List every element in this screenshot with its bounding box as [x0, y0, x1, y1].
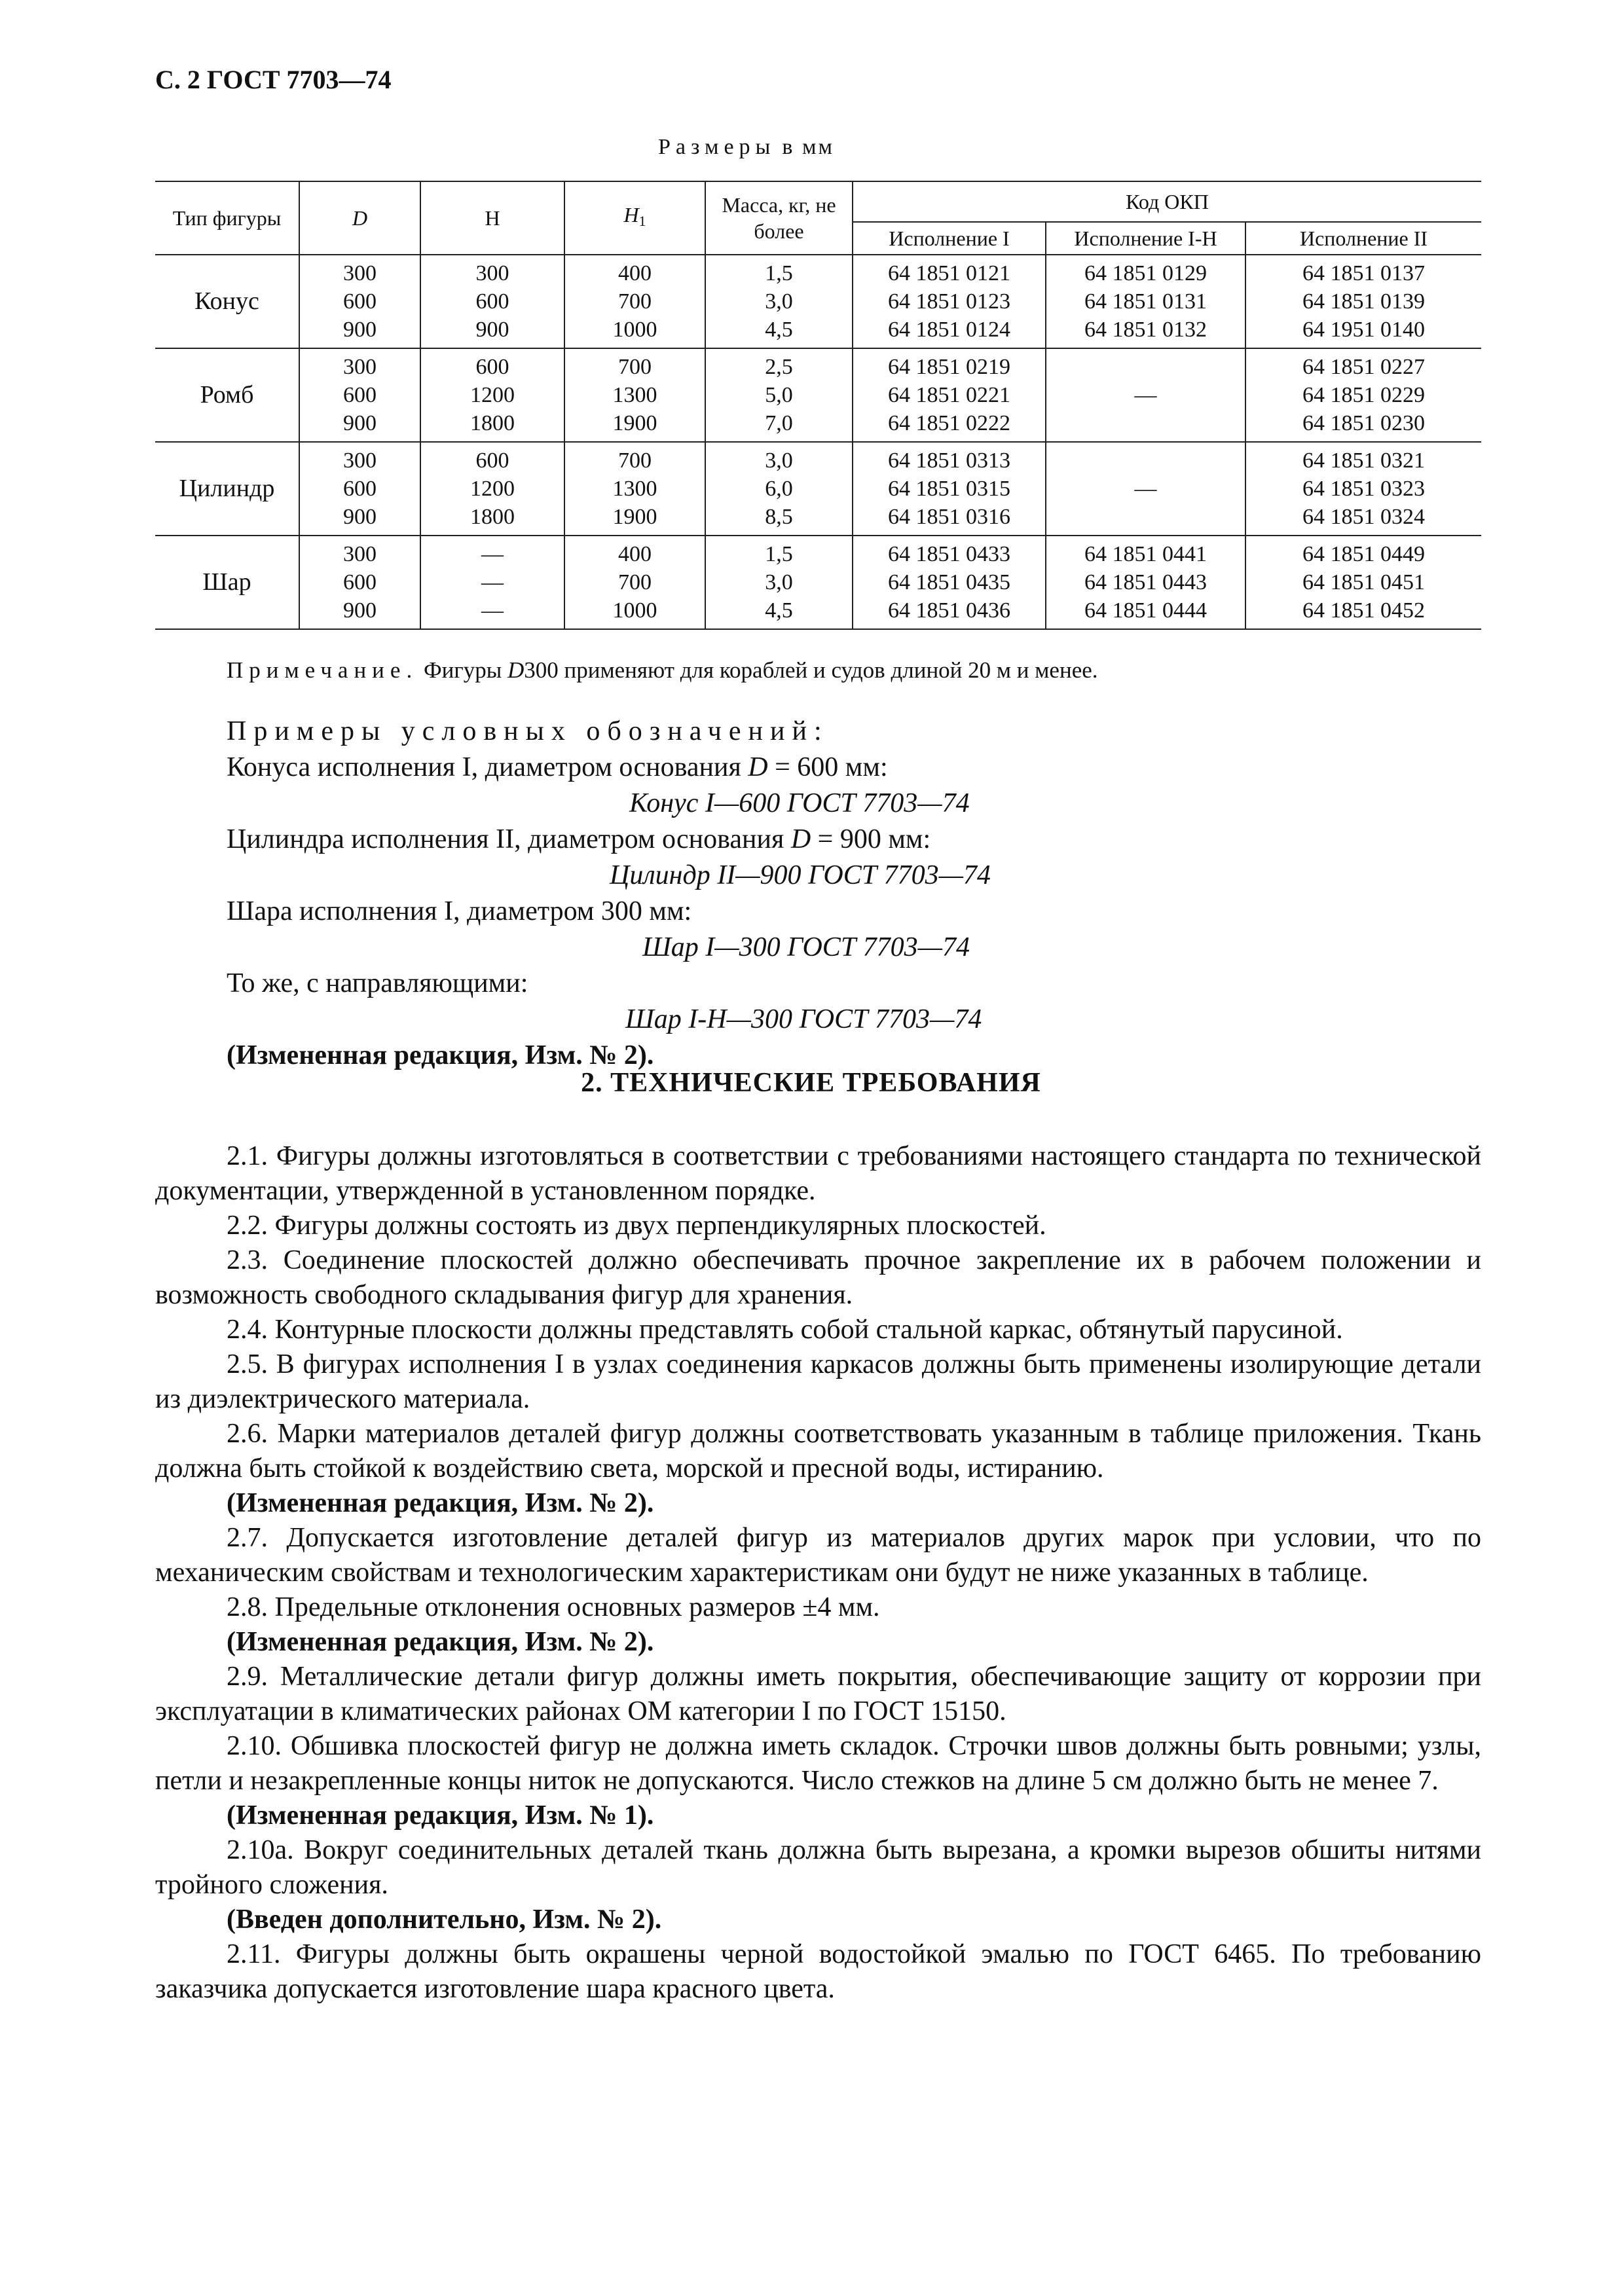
cell-value: 600 [343, 570, 377, 594]
cell-value: 600 [343, 383, 377, 407]
cell-value: 64 1851 0315 [888, 477, 1010, 501]
cell-v1 [853, 536, 1046, 629]
cell-value: 3,0 [765, 289, 793, 314]
table-row [155, 255, 1481, 348]
cell-value: 1200 [470, 477, 515, 501]
cell-value: — [1134, 477, 1157, 501]
cell-value: 64 1851 0131 [1084, 289, 1207, 314]
cell-value: 600 [475, 289, 509, 314]
cell-value: 700 [618, 570, 652, 594]
example-line-1 [227, 750, 1340, 786]
cell-value: 64 1851 0123 [888, 289, 1010, 314]
table-units-caption [658, 135, 834, 160]
amendment-note: (Измененная редакция, Изм. № 2). [227, 1627, 654, 1657]
examples-heading: Примеры условных обозначений: [227, 716, 829, 746]
cell-value: 8,5 [765, 505, 793, 529]
example-line-1-a: Конуса исполнения I, диаметром основания [227, 752, 748, 782]
cell-v1 [853, 255, 1046, 348]
cell-v1 [853, 348, 1046, 442]
cell-value: 700 [618, 289, 652, 314]
cell-value: 2,5 [765, 355, 793, 379]
cell-value: 64 1851 0139 [1302, 289, 1426, 314]
cell-value: 1900 [612, 411, 657, 435]
requirement-paragraph: 2.1. Фигуры должны изготовляться в соответствии с требованиями настоящего стандарта по технической документации, утвержденной в установленном порядке. [155, 1141, 1481, 1206]
cell-value: 64 1851 0227 [1302, 355, 1426, 379]
cell-d [299, 255, 420, 348]
cell-value: 400 [618, 542, 652, 566]
cell-value: 400 [618, 261, 652, 285]
requirement-paragraph: 2.6. Марки материалов деталей фигур должны соответствовать указанным в таблице приложения. Ткань должна быть стойкой к воздействию света, морской и пресной воды, истиранию. [155, 1419, 1481, 1484]
cell-h [420, 348, 564, 442]
cell-value: 1300 [612, 383, 657, 407]
table-row [155, 348, 1481, 442]
cell-value: 3,0 [765, 570, 793, 594]
example-designation-2: Цилиндр II—900 ГОСТ 7703—74 [610, 860, 991, 890]
requirement-paragraph: 2.3. Соединение плоскостей должно обеспечивать прочное закрепление их в рабочем положении и возможность свободного складывания фигур для хранения. [155, 1245, 1481, 1310]
examples-block [227, 714, 1340, 1074]
cell-value: 1200 [470, 383, 515, 407]
cell-v1n [1046, 255, 1245, 348]
cell-d [299, 536, 420, 629]
requirement-paragraph: 2.7. Допускается изготовление деталей фигур из материалов других марок при условии, что по механическим свойствам и технологическим характеристикам они будут не ниже указанных в таблице. [155, 1523, 1481, 1588]
cell-v2 [1245, 348, 1481, 442]
cell-value: 5,0 [765, 383, 793, 407]
cell-type: Ромб [155, 348, 299, 442]
cell-value: 64 1851 0313 [888, 448, 1010, 473]
cell-value: 64 1851 0121 [888, 261, 1010, 285]
cell-value: 64 1851 0229 [1302, 383, 1426, 407]
cell-value: 64 1851 0129 [1084, 261, 1207, 285]
cell-value: 64 1851 0323 [1302, 477, 1426, 501]
header-d: D [299, 181, 420, 255]
cell-value: 700 [618, 355, 652, 379]
header-type: Тип фигуры [155, 181, 299, 255]
example-designation-4: Шар I-Н—300 ГОСТ 7703—74 [625, 1004, 982, 1034]
cell-value: 64 1851 0449 [1302, 542, 1426, 566]
cell-mass [705, 536, 853, 629]
cell-value: 300 [343, 355, 377, 379]
cell-value: 900 [343, 598, 377, 623]
cell-value: 300 [343, 261, 377, 285]
header-version-1n: Исполнение I-Н [1046, 222, 1245, 255]
example-line-7: То же, с направляющими: [227, 968, 528, 998]
requirement-paragraph: 2.9. Металлические детали фигур должны иметь покрытия, обеспечивающие защиту от коррозии при эксплуатации в климатических районах ОМ категории I по ГОСТ 15150. [155, 1662, 1481, 1726]
cell-value: 64 1851 0441 [1084, 542, 1207, 566]
cell-value: 64 1851 0316 [888, 505, 1010, 529]
cell-v2 [1245, 442, 1481, 536]
cell-value: 1000 [612, 598, 657, 623]
units-label: Размеры [658, 135, 776, 159]
cell-value: 64 1951 0140 [1302, 318, 1426, 342]
cell-mass [705, 442, 853, 536]
example-amendment: (Измененная редакция, Изм. № 2). [227, 1040, 654, 1070]
cell-v1 [853, 442, 1046, 536]
cell-value: 300 [343, 448, 377, 473]
cell-value: 300 [343, 542, 377, 566]
dimensions-table [155, 181, 1481, 630]
example-line-3-a: Цилиндра исполнения II, диаметром основания [227, 824, 791, 854]
example-line-3-d: D [790, 824, 811, 854]
cell-value: 64 1851 0321 [1302, 448, 1426, 473]
cell-v1n [1046, 442, 1245, 536]
requirement-paragraph: 2.10. Обшивка плоскостей фигур не должна иметь складок. Строчки швов должны быть ровными; узлы, петли и незакрепленные концы ниток не допускаются. Число стежков на длине 5 см должно быть не менее 7. [155, 1731, 1481, 1796]
example-designation-3: Шар I—300 ГОСТ 7703—74 [642, 932, 970, 962]
cell-value: 7,0 [765, 411, 793, 435]
amendment-note: (Измененная редакция, Изм. № 2). [227, 1488, 654, 1518]
requirements-text [155, 1139, 1481, 2007]
cell-value [1046, 503, 1245, 531]
cell-value: 64 1851 0444 [1084, 598, 1207, 623]
cell-value: 64 1851 0221 [888, 383, 1010, 407]
table-row [155, 442, 1481, 536]
cell-value: 64 1851 0324 [1302, 505, 1426, 529]
cell-type: Цилиндр [155, 442, 299, 536]
cell-h1 [564, 536, 705, 629]
cell-value: 64 1851 0124 [888, 318, 1010, 342]
requirement-paragraph: 2.5. В фигурах исполнения I в узлах соединения каркасов должны быть применены изолирующие детали из диэлектрического материала. [155, 1349, 1481, 1414]
cell-value: 4,5 [765, 318, 793, 342]
cell-value: — [481, 570, 504, 594]
cell-value: 3,0 [765, 448, 793, 473]
cell-value: 64 1851 0435 [888, 570, 1010, 594]
table-note [227, 657, 1098, 683]
requirement-paragraph: 2.10а. Вокруг соединительных деталей ткань должна быть вырезана, а кромки вырезов обшиты нитями тройного сложения. [155, 1835, 1481, 1900]
page-header: С. 2 ГОСТ 7703—74 [155, 65, 392, 94]
example-line-1-b: = 600 мм: [767, 752, 888, 782]
header-h1-sub: 1 [638, 213, 646, 229]
cell-value: — [1134, 383, 1157, 407]
units-value: в мм [782, 135, 834, 159]
header-mass: Масса, кг, не более [705, 181, 853, 255]
cell-d [299, 442, 420, 536]
cell-value: 1,5 [765, 261, 793, 285]
requirement-paragraph: 2.11. Фигуры должны быть окрашены черной водостойкой эмалью по ГОСТ 6465. По требованию заказчика допускается изготовление шара красного цвета. [155, 1939, 1481, 2004]
cell-h1 [564, 442, 705, 536]
cell-value: 600 [475, 448, 509, 473]
cell-value: 900 [343, 411, 377, 435]
cell-v1n [1046, 536, 1245, 629]
cell-value: 300 [475, 261, 509, 285]
example-designation-1: Конус I—600 ГОСТ 7703—74 [629, 788, 970, 818]
cell-value: 64 1851 0132 [1084, 318, 1207, 342]
note-label: Примечание. [227, 657, 418, 683]
cell-value: 64 1851 0230 [1302, 411, 1426, 435]
example-line-3 [227, 822, 1340, 858]
header-h1-main: H [623, 203, 639, 227]
note-text-d: D [507, 657, 525, 683]
example-line-1-d: D [748, 752, 768, 782]
cell-value: — [481, 542, 504, 566]
cell-value [1046, 446, 1245, 475]
example-line-5: Шара исполнения I, диаметром 300 мм: [227, 896, 692, 926]
cell-value: 4,5 [765, 598, 793, 623]
cell-value: 900 [343, 505, 377, 529]
cell-type: Шар [155, 536, 299, 629]
note-text-b: 300 применяют для кораблей и судов длиной 20 м и менее. [524, 657, 1098, 683]
cell-value: 1000 [612, 318, 657, 342]
cell-type: Конус [155, 255, 299, 348]
cell-value: 6,0 [765, 477, 793, 501]
header-okp: Код ОКП [853, 181, 1481, 222]
requirement-paragraph: 2.8. Предельные отклонения основных размеров ±4 мм. [227, 1592, 880, 1622]
cell-value: 64 1851 0443 [1084, 570, 1207, 594]
cell-value: 600 [343, 477, 377, 501]
cell-v1n [1046, 348, 1245, 442]
header-version-1: Исполнение I [853, 222, 1046, 255]
cell-value: 64 1851 0436 [888, 598, 1010, 623]
cell-h [420, 255, 564, 348]
cell-v2 [1245, 255, 1481, 348]
cell-value: 64 1851 0433 [888, 542, 1010, 566]
requirement-paragraph: 2.4. Контурные плоскости должны представлять собой стальной каркас, обтянутый парусиной. [227, 1315, 1343, 1345]
cell-value: 1800 [470, 411, 515, 435]
section-title: 2. ТЕХНИЧЕСКИЕ ТРЕБОВАНИЯ [581, 1068, 1041, 1098]
header-h1 [564, 181, 705, 255]
cell-value: 1800 [470, 505, 515, 529]
cell-h [420, 536, 564, 629]
amendment-note: (Измененная редакция, Изм. № 1). [227, 1800, 654, 1831]
cell-h [420, 442, 564, 536]
cell-value: 1,5 [765, 542, 793, 566]
cell-value: 700 [618, 448, 652, 473]
cell-h1 [564, 348, 705, 442]
cell-value: 1900 [612, 505, 657, 529]
cell-value [1046, 409, 1245, 437]
header-h: Н [420, 181, 564, 255]
header-version-2: Исполнение II [1245, 222, 1481, 255]
cell-d [299, 348, 420, 442]
cell-mass [705, 348, 853, 442]
cell-value: 900 [343, 318, 377, 342]
requirement-paragraph: 2.2. Фигуры должны состоять из двух перпендикулярных плоскостей. [227, 1211, 1046, 1241]
cell-value: 1300 [612, 477, 657, 501]
amendment-note: (Введен дополнительно, Изм. № 2). [227, 1904, 662, 1935]
cell-mass [705, 255, 853, 348]
cell-value: 64 1851 0222 [888, 411, 1010, 435]
cell-value [1046, 353, 1245, 381]
cell-value: 64 1851 0451 [1302, 570, 1426, 594]
example-line-3-b: = 900 мм: [811, 824, 931, 854]
cell-v2 [1245, 536, 1481, 629]
cell-value: 600 [343, 289, 377, 314]
cell-value: 900 [475, 318, 509, 342]
note-text-a: Фигуры [418, 657, 507, 683]
cell-value: 600 [475, 355, 509, 379]
cell-h1 [564, 255, 705, 348]
cell-value: 64 1851 0452 [1302, 598, 1426, 623]
cell-value: 64 1851 0219 [888, 355, 1010, 379]
cell-value: — [481, 598, 504, 623]
cell-value: 64 1851 0137 [1302, 261, 1426, 285]
table-row [155, 536, 1481, 629]
